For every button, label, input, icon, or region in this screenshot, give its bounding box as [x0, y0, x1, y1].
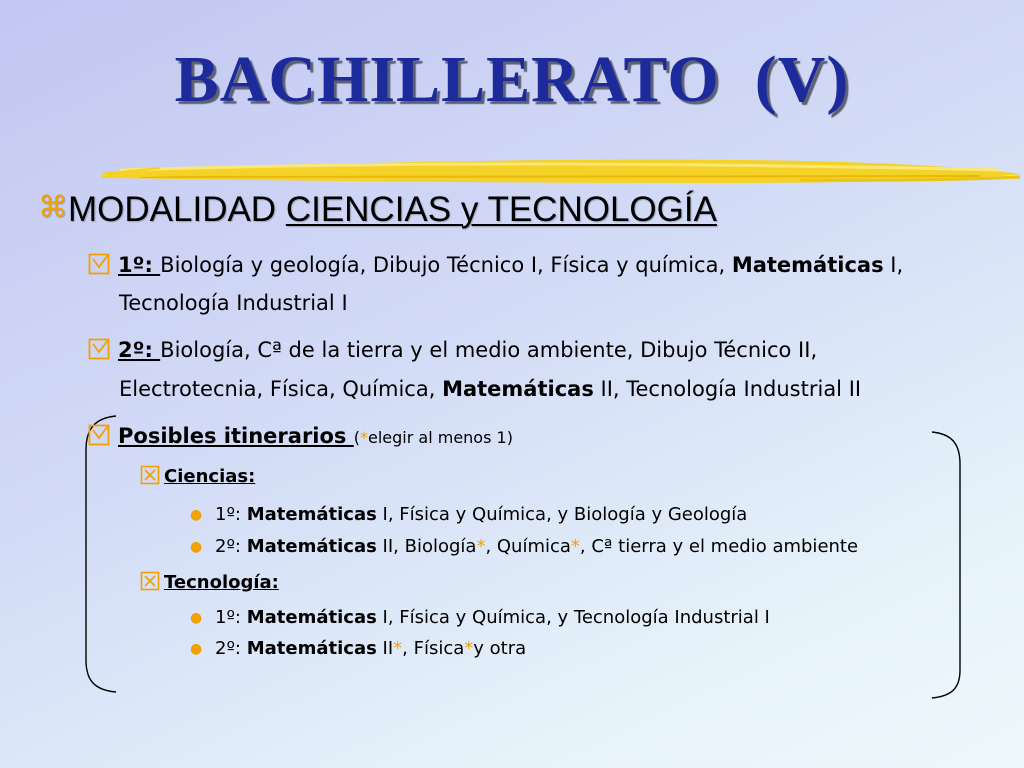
command-key-icon: ⌘ — [38, 191, 68, 224]
year2-subjects-a: Biología, Cª de la tierra y el medio ambiente, Dibujo Técnico II, — [160, 338, 818, 362]
slide-title: BACHILLERATO (V) — [174, 43, 850, 116]
year2-subjects-c: II, Tecnología Industrial II — [593, 377, 862, 401]
itineraries-label: Posibles itinerarios — [118, 424, 354, 448]
item-prefix: 2º: — [215, 536, 247, 557]
item-prefix: 1º: — [215, 607, 247, 628]
note-text: elegir al menos 1) — [368, 428, 513, 447]
year1-subjects-b: I, — [883, 253, 904, 277]
year1-math: Matemáticas — [731, 253, 884, 277]
list-item — [190, 607, 770, 628]
item-text: y otra — [473, 638, 527, 659]
list-item — [190, 638, 526, 659]
item-star: * — [393, 638, 403, 659]
checked-box-icon — [88, 424, 110, 446]
dot-bullet: ● — [190, 507, 203, 523]
itineraries-heading — [88, 417, 513, 457]
checked-box-icon — [88, 253, 110, 275]
year1-line1 — [88, 246, 903, 284]
item-math: Matemáticas — [246, 504, 377, 525]
year2-line1 — [88, 331, 817, 369]
ciencias-heading — [140, 466, 255, 487]
item-math: Matemáticas — [246, 607, 377, 628]
year2-subjects-b: Electrotecnia, Física, Química, — [119, 377, 443, 401]
checked-box-icon — [88, 338, 110, 360]
year1-label: 1º: — [118, 253, 161, 277]
item-text: I, Física y Química, y Tecnología Industrial I — [376, 607, 770, 628]
crossed-box-icon — [140, 465, 160, 485]
modality-heading — [38, 190, 717, 230]
tecnologia-label: Tecnología: — [164, 572, 279, 593]
year2-label: 2º: — [118, 338, 161, 362]
dot-bullet: ● — [190, 641, 203, 657]
item-math: Matemáticas — [246, 536, 377, 557]
year2-line2 — [119, 370, 861, 408]
year1-subjects-a: Biología y geología, Dibujo Técnico I, Física y química, — [160, 253, 732, 277]
item-text: II, Biología — [376, 536, 477, 557]
itineraries-note — [354, 428, 513, 447]
item-text: , Cª tierra y el medio ambiente — [579, 536, 859, 557]
crossed-box-icon — [140, 571, 160, 591]
ciencias-label: Ciencias: — [164, 466, 256, 487]
item-math: Matemáticas — [246, 638, 377, 659]
item-text: , Química — [485, 536, 571, 557]
list-item — [190, 504, 747, 525]
heading-modality-name: CIENCIAS y TECNOLOGÍA — [285, 190, 717, 229]
item-star: * — [476, 536, 486, 557]
item-prefix: 1º: — [215, 504, 247, 525]
yellow-brush-stroke — [100, 150, 1024, 190]
item-text: I, Física y Química, y Biología y Geología — [376, 504, 748, 525]
item-prefix: 2º: — [215, 638, 247, 659]
item-star: * — [570, 536, 580, 557]
year2-math: Matemáticas — [442, 377, 594, 401]
note-open: ( — [353, 428, 360, 447]
item-text: II — [376, 638, 394, 659]
note-star: * — [360, 428, 368, 447]
dot-bullet: ● — [190, 539, 203, 555]
dot-bullet: ● — [190, 610, 203, 626]
heading-prefix: MODALIDAD — [68, 190, 286, 229]
list-item — [190, 536, 858, 557]
item-star: * — [464, 638, 474, 659]
tecnologia-heading — [140, 572, 279, 593]
item-text: , Física — [402, 638, 465, 659]
year1-line2: Tecnología Industrial I — [119, 291, 348, 315]
